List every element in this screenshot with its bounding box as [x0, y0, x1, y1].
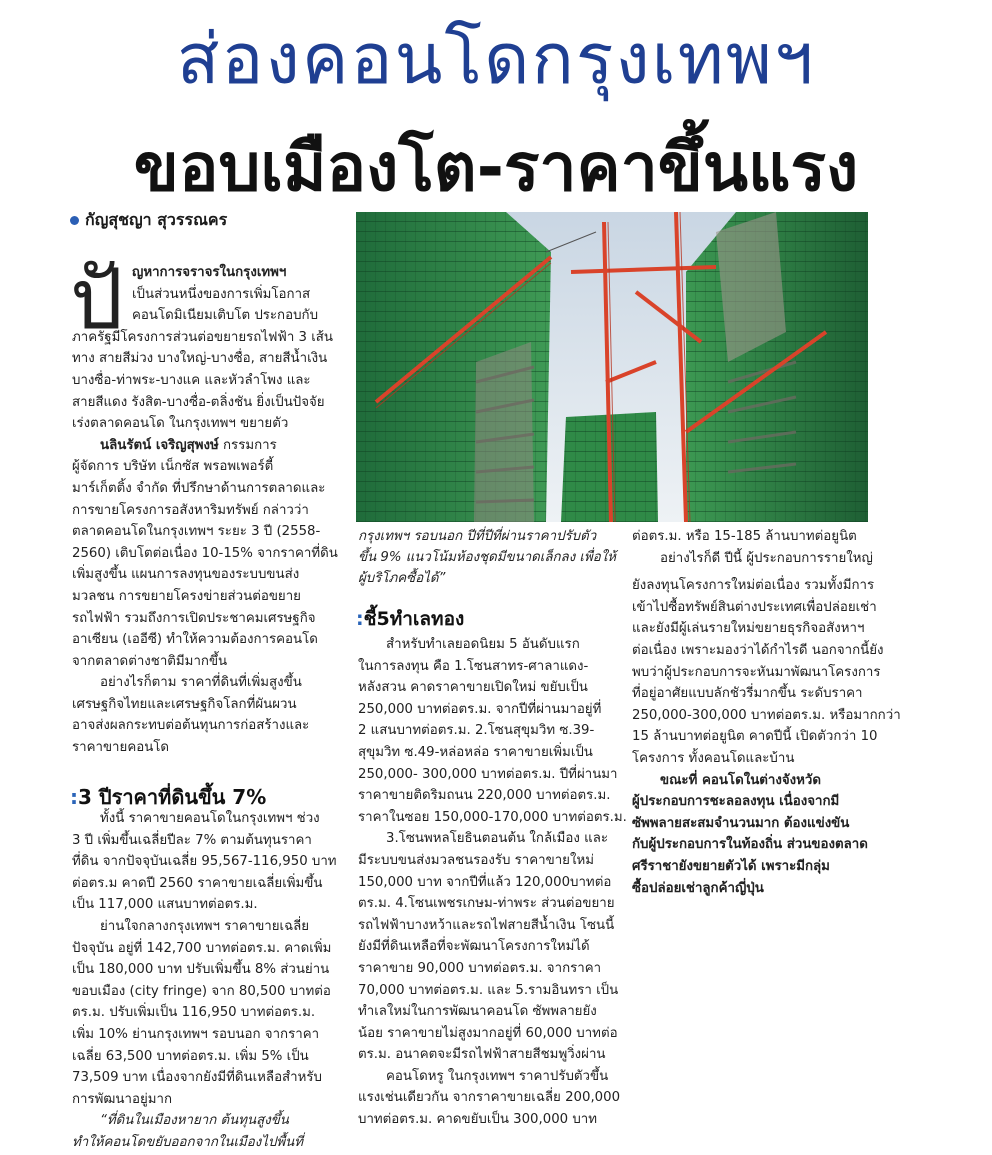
construction-photo — [356, 212, 868, 522]
intro-line: ญหาการจราจรในกรุงเทพฯ — [132, 265, 287, 280]
text-line: ตร.ม. อนาคตจะมีรถไฟฟ้าสายสีชมพูวิ่งผ่าน — [358, 1047, 606, 1063]
text-line: หลังสวน คาดราคาขายเปิดใหม่ ขยับเป็น — [358, 680, 588, 696]
text-line: ย่านใจกลางกรุงเทพฯ ราคาขายเฉลี่ย — [100, 918, 310, 934]
intro-line: บางซื่อ-ท่าพระ-บางแค และหัวลำโพง และ — [72, 372, 311, 388]
text-line: การขายโครงการอสังหาริมทรัพย์ กล่าวว่า — [72, 502, 309, 518]
text-line: เป็น 180,000 บาท ปรับเพิ่มขึ้น 8% ส่วนย่าน — [72, 962, 330, 978]
subheading-marker: : — [356, 608, 364, 630]
text-line: โครงการ ทั้งคอนโดและบ้าน — [632, 750, 795, 766]
subheading-five-locations — [356, 606, 464, 632]
text-line: 73,509 บาท เนื่องจากยังมีที่ดินเหลือสำหรับ — [72, 1070, 322, 1086]
text-line: ตร.ม. ปรับเพิ่มเป็น 116,950 บาทต่อตร.ม. — [72, 1005, 316, 1021]
text-line: ผู้จัดการ บริษัท เน็กซัส พรอพเพอร์ตี้ — [72, 459, 274, 475]
subheading-land-price — [70, 783, 266, 811]
text-line: 3 ปี เพิ่มขึ้นเฉลี่ยปีละ 7% ตามต้นทุนราคา — [72, 832, 312, 848]
text-line: น้อย ราคาขายไม่สูงมากอยู่ที่ 60,000 บาทต่อ — [358, 1025, 618, 1041]
bold-text-line: ผู้ประกอบการชะลอลงทุน เนื่องจากมี — [632, 794, 840, 810]
text-line: ในการลงทุน คือ 1.โซนสาทร-ศาลาแดง- — [358, 658, 589, 674]
interviewee-name: นลินรัตน์ เจริญสุพงษ์ — [100, 437, 219, 453]
text-line: กรรมการ — [218, 437, 277, 453]
text-line: ตลาดคอนโดในกรุงเทพฯ ระยะ 3 ปี (2558- — [72, 524, 321, 540]
caption-line: กรุงเทพฯ รอบนอก ปีที่ปีที่ผ่านราคาปรับตัว — [358, 529, 597, 544]
text-line: เป็น 117,000 แสนบาทต่อตร.ม. — [72, 897, 258, 913]
bullet-dot-icon — [70, 216, 79, 225]
quote-line: “ที่ดินในเมืองหายาก ต้นทุนสูงขึ้น — [100, 1113, 289, 1129]
article-column-3 — [632, 526, 901, 899]
text-line: เศรษฐกิจไทยและเศรษฐกิจโลกที่ผันผวน — [72, 696, 297, 712]
article-column-1 — [72, 262, 338, 759]
text-line: ยังมีที่ดินเหลือที่จะพัฒนาโครงการใหม่ได้ — [358, 939, 590, 955]
text-line: 15 ล้านบาทต่อยูนิต คาดปีนี้ เปิดตัวกว่า 10 — [632, 729, 878, 745]
bold-text-line: ซื้อปล่อยเช่าลูกค้าญี่ปุ่น — [632, 880, 764, 896]
bold-text-line: กับผู้ประกอบการในท้องถิ่น ส่วนของตลาด — [632, 837, 868, 853]
text-line: ต่อตร.ม. หรือ 15-185 ล้านบาทต่อยูนิต — [632, 529, 857, 544]
quote-line: ทำให้คอนโดขยับออกจากในเมืองไปพื้นที่ — [72, 1134, 304, 1150]
text-line: 2 แสนบาทต่อตร.ม. 2.โซนสุขุมวิท ซ.39- — [358, 723, 595, 739]
text-line: เพิ่มสูงขึ้น แผนการลงทุนของระบบขนส่ง — [72, 567, 300, 583]
intro-line: เร่งตลาดคอนโด ในกรุงเทพฯ ขยายตัว — [72, 416, 289, 432]
photo-caption — [358, 526, 648, 589]
text-line: พบว่าผู้ประกอบการจะหันมาพัฒนาโครงการ — [632, 664, 881, 680]
text-line: 70,000 บาทต่อตร.ม. และ 5.รามอินทรา เป็น — [358, 982, 619, 998]
intro-line: ภาครัฐมีโครงการส่วนต่อขยายรถไฟฟ้า 3 เส้น — [72, 329, 333, 345]
text-line: อาเซียน (เออีซี) ทำให้ความต้องการคอนโด — [72, 632, 318, 648]
text-line: บาทต่อตร.ม. คาดขยับเป็น 300,000 บาท — [358, 1112, 598, 1128]
bold-text-line: ซัพพลายสะสมจำนวนมาก ต้องแข่งขัน — [632, 815, 850, 831]
text-line: คอนโดหรู ในกรุงเทพฯ ราคาปรับตัวขึ้น — [386, 1068, 609, 1084]
text-line: 150,000 บาท จากปีที่แล้ว 120,000บาทต่อ — [358, 874, 612, 890]
bold-text-line: ศรีราชายังขยายตัวได้ เพราะมีกลุ่ม — [632, 858, 830, 874]
author-name: กัญสุชญา สุวรรณคร — [85, 210, 228, 229]
text-line: เพิ่ม 10% ย่านกรุงเทพฯ รอบนอก จากราคา — [72, 1026, 320, 1042]
text-line: ราคาขายคอนโด — [72, 740, 170, 756]
headline-line-2: ขอบเมืองโต-ราคาขึ้นแรง — [133, 129, 859, 206]
text-line: 3.โซนพหลโยธินตอนต้น ใกล้เมือง และ — [386, 831, 608, 847]
text-line: ขอบเมือง (city fringe) จาก 80,500 บาทต่อ — [72, 983, 331, 999]
byline — [70, 208, 227, 233]
text-line: จากตลาดต่างชาติมีมากขึ้น — [72, 653, 228, 669]
text-line: มีระบบขนส่งมวลชนรองรับ ราคาขายใหม่ — [358, 852, 594, 868]
text-line: 250,000 บาทต่อตร.ม. จากปีที่ผ่านมาอยู่ที่ — [358, 701, 602, 717]
text-line: ตร.ม. 4.โซนเพชรเกษม-ท่าพระ ส่วนต่อขยาย — [358, 896, 615, 912]
text-line: การพัฒนาอยู่มาก — [72, 1091, 173, 1107]
text-line: ทั้งนี้ ราคาขายคอนโดในกรุงเทพฯ ช่วง — [100, 811, 320, 826]
bold-text-line: ขณะที่ คอนโดในต่างจังหวัด — [660, 772, 822, 788]
text-line: มวลชน การขยายโครงข่ายส่วนต่อขยาย — [72, 588, 301, 604]
subheading-text: ชี้5ทำเลทอง — [363, 608, 465, 630]
text-line: ยังลงทุนโครงการใหม่ต่อเนื่อง รวมทั้งมีการ — [632, 578, 875, 594]
text-line: ราคาขาย 90,000 บาทต่อตร.ม. จากราคา — [358, 960, 602, 976]
text-line: 2560) เติบโตต่อเนื่อง 10-15% จากราคาที่ดิน — [72, 545, 338, 561]
text-line: มาร์เก็ตติ้ง จำกัด ที่ปรึกษาด้านการตลาดและ — [72, 480, 326, 496]
intro-line: คอนโดมิเนียมเติบโต ประกอบกับ — [132, 308, 319, 324]
article-column-1-lower — [72, 808, 337, 1154]
text-line: อย่างไรก็ตาม ราคาที่ดินที่เพิ่มสูงขึ้น — [100, 675, 302, 691]
construction-cranes-image — [356, 212, 868, 522]
text-line: ต่อเนื่อง เพราะมองว่าได้กำไรดี นอกจากนี้ยัง — [632, 642, 884, 658]
text-line: แรงเช่นเดียวกัน จากราคาขายเฉลี่ย 200,000 — [358, 1090, 621, 1106]
text-line: อาจส่งผลกระทบต่อต้นทุนการก่อสร้างและ — [72, 718, 310, 734]
text-line: และยังมีผู้เล่นรายใหม่ขยายธุรกิจอสังหาฯ — [632, 621, 865, 637]
caption-line: ผู้บริโภคซื้อได้” — [358, 571, 446, 586]
intro-line: ทาง สายสีม่วง บางใหญ่-บางซื่อ, สายสีน้ำเงิน — [72, 351, 328, 367]
text-line: ราคาในซอย 150,000-170,000 บาทต่อตร.ม. — [358, 809, 627, 825]
text-line: ราคาขายติดริมถนน 220,000 บาทต่อตร.ม. — [358, 788, 611, 804]
text-line: เข้าไปซื้อทรัพย์สินต่างประเทศเพื่อปล่อยเช่า — [632, 599, 877, 615]
text-line: ต่อตร.ม คาดปี 2560 ราคาขายเฉลี่ยเพิ่มขึ้น — [72, 875, 323, 891]
caption-line: ขึ้น 9% แนวโน้มห้องชุดมีขนาดเล็กลง เพื่อให้ — [358, 550, 616, 565]
intro-line: สายสีแดง รังสิต-บางซื่อ-ตลิ่งชัน ยิ่งเป็นปัจจัย — [72, 394, 325, 410]
text-line: ปัจจุบัน อยู่ที่ 142,700 บาทต่อตร.ม. คาดเพิ่ม — [72, 940, 332, 956]
drop-cap: ปั — [70, 250, 124, 348]
text-line: อย่างไรก็ดี ปีนี้ ผู้ประกอบการรายใหญ่ — [660, 550, 873, 566]
text-line: สำหรับทำเลยอดนิยม 5 อันดับแรก — [386, 637, 580, 652]
text-line: ทำเลใหม่ในการพัฒนาคอนโด ซัพพลายยัง — [358, 1004, 597, 1020]
intro-line: เป็นส่วนหนึ่งของการเพิ่มโอกาส — [132, 286, 311, 302]
text-line: เฉลี่ย 63,500 บาทต่อตร.ม. เพิ่ม 5% เป็น — [72, 1048, 309, 1064]
subheading-text: 3 ปีราคาที่ดินขึ้น 7% — [78, 785, 267, 809]
headline-line-1: ส่องคอนโดกรุงเทพฯ — [176, 18, 816, 100]
text-line: ที่อยู่อาศัยแบบลักชัวรี่มากขึ้น ระดับราคา — [632, 686, 863, 702]
text-line: รถไฟฟ้า รวมถึงการเปิดประชาคมเศรษฐกิจ — [72, 610, 316, 626]
text-line: สุขุมวิท ซ.49-หล่อหล่อ ราคาขายเพิ่มเป็น — [358, 744, 593, 760]
text-line: ที่ดิน จากปัจจุบันเฉลี่ย 95,567-116,950 บาท — [72, 854, 337, 870]
text-line: รถไฟฟ้าบางหว้าและรถไฟสายสีน้ำเงิน โซนนี้ — [358, 917, 615, 933]
article-column-2 — [358, 634, 626, 1131]
text-line: 250,000- 300,000 บาทต่อตร.ม. ปีที่ผ่านมา — [358, 766, 618, 782]
text-line: 250,000-300,000 บาทต่อตร.ม. หรือมากกว่า — [632, 707, 901, 723]
subheading-marker: : — [70, 785, 78, 809]
